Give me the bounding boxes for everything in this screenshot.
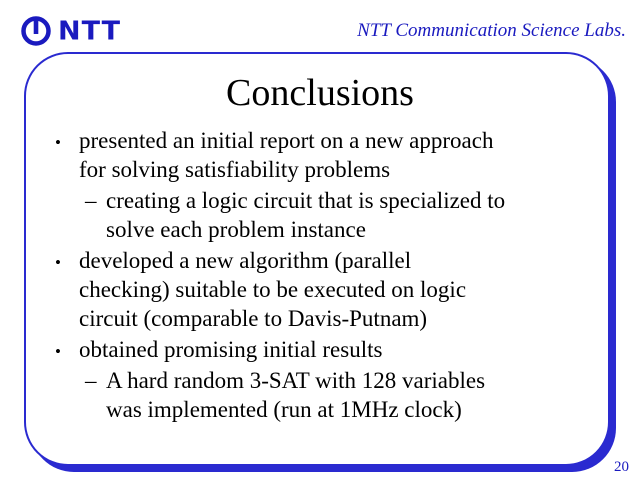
bullet-dot-icon: • bbox=[55, 253, 61, 272]
lab-name: NTT Communication Science Labs. bbox=[357, 20, 626, 41]
bullet-text: developed a new algorithm (parallel checking) suitable to be executed on logic circuit (comparable to Davis-Putnam) bbox=[79, 248, 467, 331]
bullet-text: obtained promising initial results bbox=[79, 337, 383, 362]
dash-icon: – bbox=[85, 368, 97, 393]
logo-text: NTT bbox=[58, 16, 122, 46]
ntt-logo-mark-icon bbox=[20, 15, 52, 47]
sub-bullet-item bbox=[52, 366, 600, 424]
slide-title: Conclusions bbox=[226, 72, 414, 114]
bullet-dot-icon: • bbox=[55, 133, 61, 152]
ntt-logo bbox=[20, 14, 121, 48]
sub-bullet-item bbox=[52, 186, 600, 244]
sub-bullet-text: creating a logic circuit that is specialized to solve each problem instance bbox=[106, 188, 506, 242]
bullet-dot-icon: • bbox=[55, 342, 61, 361]
slide-content bbox=[52, 126, 600, 424]
dash-icon: – bbox=[85, 188, 97, 213]
bullet-item bbox=[52, 246, 600, 333]
page-number: 20 bbox=[614, 459, 629, 475]
bullet-text: presented an initial report on a new approach for solving satisfiability problems bbox=[79, 128, 494, 182]
bullet-item bbox=[52, 335, 600, 424]
bullet-item bbox=[52, 126, 600, 244]
sub-bullet-text: A hard random 3-SAT with 128 variables was implemented (run at 1MHz clock) bbox=[106, 368, 486, 422]
